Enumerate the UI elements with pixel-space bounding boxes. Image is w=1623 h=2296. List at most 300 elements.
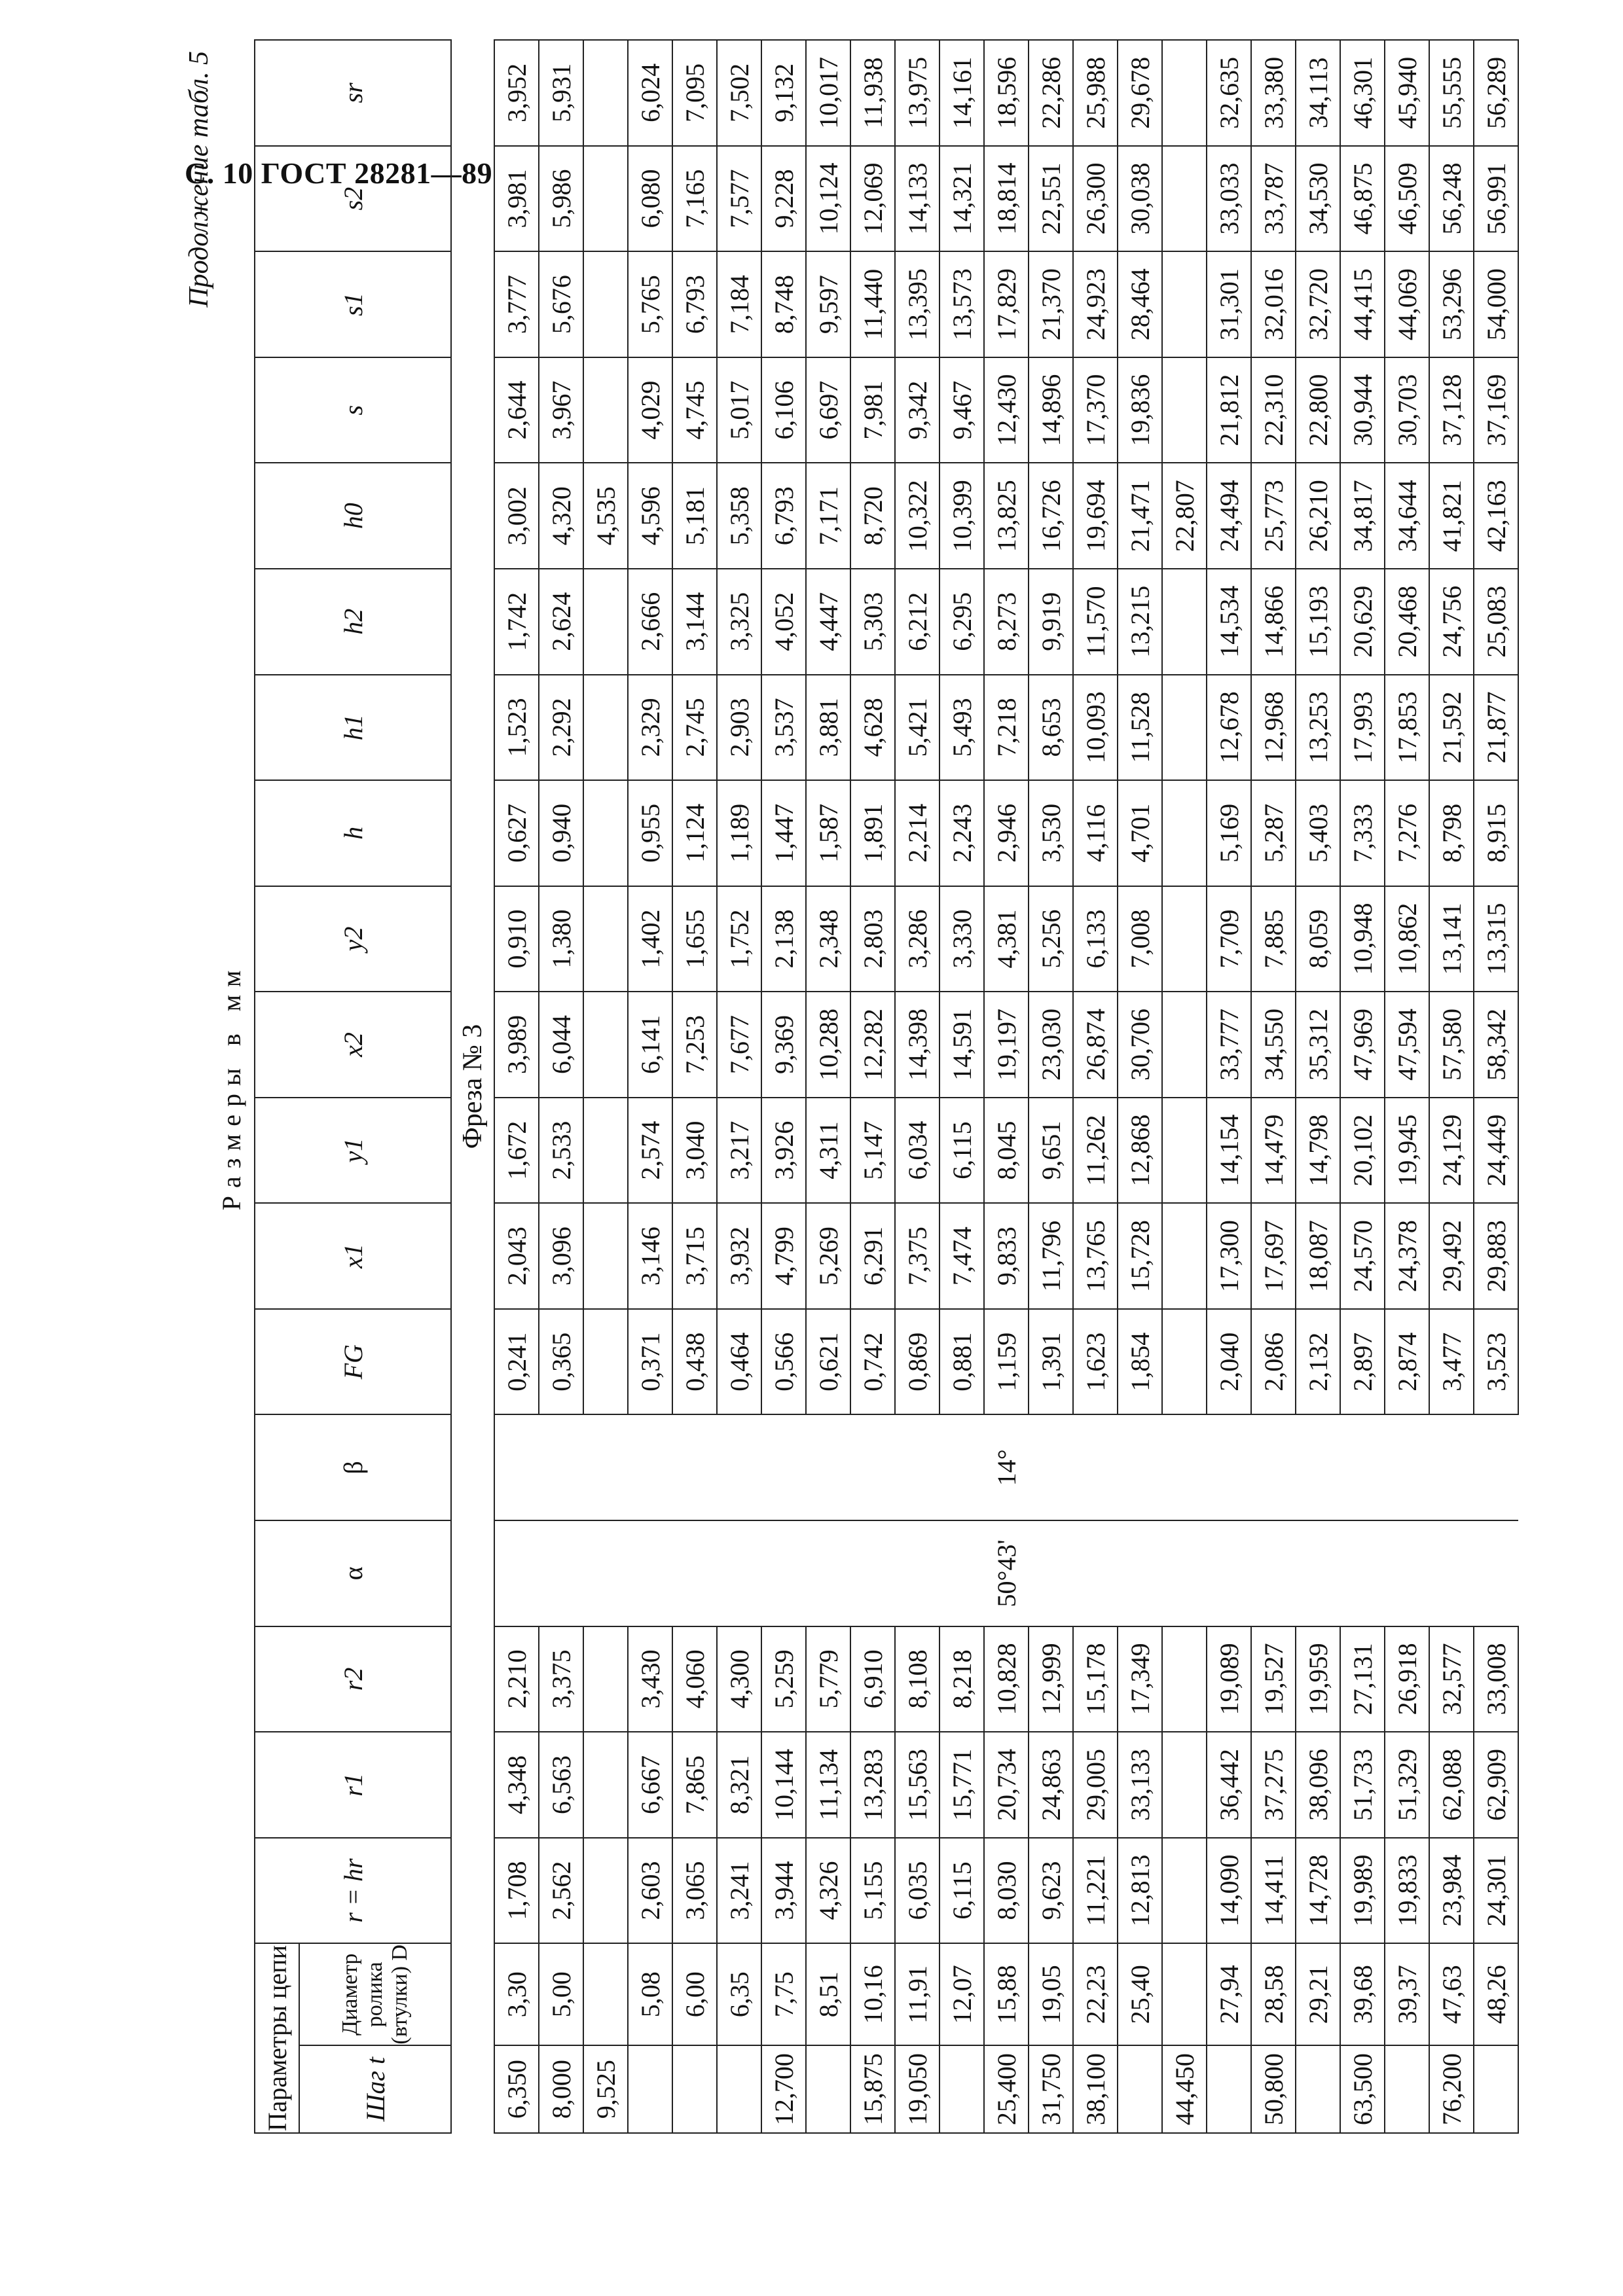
col-r2: r2 — [255, 1626, 451, 1732]
cell: 33,380 — [1251, 40, 1296, 146]
cell: 5,169 — [1207, 780, 1251, 886]
table-row — [539, 40, 583, 2133]
cell: 14,133 — [895, 146, 939, 252]
cell: 4,535 — [583, 463, 628, 569]
cell: 6,080 — [628, 146, 672, 252]
cell: 0,881 — [939, 1309, 984, 1415]
cell: 3,146 — [628, 1203, 672, 1309]
cell: 5,676 — [539, 251, 583, 357]
cell: 37,169 — [1474, 357, 1518, 463]
cell: 44,450 — [1162, 2045, 1207, 2133]
cell: 1,891 — [850, 780, 895, 886]
cell: 4,052 — [761, 569, 806, 675]
col-alpha: α — [255, 1520, 451, 1626]
cell: 2,348 — [806, 886, 850, 992]
cell: 63,500 — [1340, 2045, 1385, 2133]
cell: 11,440 — [850, 251, 895, 357]
cell: 1,189 — [717, 780, 761, 886]
cell: 19,836 — [1118, 357, 1162, 463]
cell: 31,301 — [1207, 251, 1251, 357]
section-title: Фреза № 3 — [451, 40, 494, 2133]
cell: 6,667 — [628, 1732, 672, 1838]
cell: 5,181 — [672, 463, 717, 569]
cell — [583, 357, 628, 463]
cell: 2,745 — [672, 675, 717, 781]
cell: 3,989 — [494, 992, 539, 1098]
cell: 13,253 — [1296, 675, 1340, 781]
cell: 10,399 — [939, 463, 984, 569]
table-row — [895, 40, 939, 2133]
cell: 2,138 — [761, 886, 806, 992]
cell: 48,26 — [1474, 1943, 1518, 2045]
cell: 15,563 — [895, 1732, 939, 1838]
cell: 8,273 — [984, 569, 1029, 675]
cell: 25,400 — [984, 2045, 1029, 2133]
cell: 32,577 — [1429, 1626, 1474, 1732]
cell: 8,748 — [761, 251, 806, 357]
cell: 14,479 — [1251, 1098, 1296, 1204]
cell: 15,728 — [1118, 1203, 1162, 1309]
cell: 17,853 — [1385, 675, 1429, 781]
cell: 5,358 — [717, 463, 761, 569]
cell: 7,218 — [984, 675, 1029, 781]
cell: 46,509 — [1385, 146, 1429, 252]
cell: 7,375 — [895, 1203, 939, 1309]
cell: 8,030 — [984, 1838, 1029, 1944]
cell: 0,940 — [539, 780, 583, 886]
cell: 22,800 — [1296, 357, 1340, 463]
cell: 5,986 — [539, 146, 583, 252]
cell: 3,375 — [539, 1626, 583, 1732]
cell: 24,494 — [1207, 463, 1251, 569]
table-row — [1251, 40, 1296, 2133]
col-beta: β — [255, 1414, 451, 1520]
cell: 38,096 — [1296, 1732, 1340, 1838]
cell: 22,551 — [1029, 146, 1073, 252]
cell: 30,038 — [1118, 146, 1162, 252]
cell: 7,333 — [1340, 780, 1385, 886]
cell — [583, 569, 628, 675]
cell: 18,087 — [1296, 1203, 1340, 1309]
cell: 62,088 — [1429, 1732, 1474, 1838]
cell: 35,312 — [1296, 992, 1340, 1098]
cell: 13,315 — [1474, 886, 1518, 992]
cell — [1162, 992, 1207, 1098]
cell: 8,321 — [717, 1732, 761, 1838]
cell: 1,587 — [806, 780, 850, 886]
col-x1: x1 — [255, 1203, 451, 1309]
cell: 4,116 — [1073, 780, 1118, 886]
cell: 11,134 — [806, 1732, 850, 1838]
cell: 1,523 — [494, 675, 539, 781]
cell: 56,991 — [1474, 146, 1518, 252]
cell — [583, 780, 628, 886]
cell: 19,527 — [1251, 1626, 1296, 1732]
cell: 12,430 — [984, 357, 1029, 463]
cell: 54,000 — [1474, 251, 1518, 357]
cell: 21,471 — [1118, 463, 1162, 569]
cell: 7,253 — [672, 992, 717, 1098]
cell — [1118, 2045, 1162, 2133]
cell: 7,184 — [717, 251, 761, 357]
cell: 21,370 — [1029, 251, 1073, 357]
cell — [583, 1626, 628, 1732]
cell: 14,161 — [939, 40, 984, 146]
cell: 6,350 — [494, 2045, 539, 2133]
cell: 12,968 — [1251, 675, 1296, 781]
cell: 19,050 — [895, 2045, 939, 2133]
cell: 22,807 — [1162, 463, 1207, 569]
cell: 37,275 — [1251, 1732, 1296, 1838]
cell: 6,910 — [850, 1626, 895, 1732]
cell: 3,286 — [895, 886, 939, 992]
cell: 1,159 — [984, 1309, 1029, 1415]
cell: 6,295 — [939, 569, 984, 675]
cell: 2,874 — [1385, 1309, 1429, 1415]
table-row — [1073, 40, 1118, 2133]
table-row — [1429, 40, 1474, 2133]
cell: 15,88 — [984, 1943, 1029, 2045]
col-y1: y1 — [255, 1098, 451, 1204]
cell — [1162, 886, 1207, 992]
cell: 2,040 — [1207, 1309, 1251, 1415]
cell: 9,132 — [761, 40, 806, 146]
cell: 15,193 — [1296, 569, 1340, 675]
cell: 9,919 — [1029, 569, 1073, 675]
cell: 29,883 — [1474, 1203, 1518, 1309]
cell: 17,300 — [1207, 1203, 1251, 1309]
cell: 2,624 — [539, 569, 583, 675]
cell: 27,94 — [1207, 1943, 1251, 2045]
cell — [583, 1203, 628, 1309]
cell: 19,694 — [1073, 463, 1118, 569]
cell: 9,623 — [1029, 1838, 1073, 1944]
cell: 6,793 — [761, 463, 806, 569]
cell — [1162, 1203, 1207, 1309]
cell: 5,287 — [1251, 780, 1296, 886]
cell — [672, 2045, 717, 2133]
cell: 1,124 — [672, 780, 717, 886]
cell: 29,21 — [1296, 1943, 1340, 2045]
cell: 34,817 — [1340, 463, 1385, 569]
cell: 17,829 — [984, 251, 1029, 357]
cell — [1207, 2045, 1251, 2133]
cell: 6,35 — [717, 1943, 761, 2045]
cell: 22,310 — [1251, 357, 1296, 463]
table-row — [717, 40, 761, 2133]
cell: 2,897 — [1340, 1309, 1385, 1415]
cell: 9,467 — [939, 357, 984, 463]
col-s1: s1 — [255, 251, 451, 357]
cell: 20,102 — [1340, 1098, 1385, 1204]
cell: 47,594 — [1385, 992, 1429, 1098]
cell: 24,449 — [1474, 1098, 1518, 1204]
cell: 3,523 — [1474, 1309, 1518, 1415]
cell: 10,093 — [1073, 675, 1118, 781]
cell: 3,967 — [539, 357, 583, 463]
cell: 0,621 — [806, 1309, 850, 1415]
cell: 6,00 — [672, 1943, 717, 2045]
cell: 17,697 — [1251, 1203, 1296, 1309]
cell: 24,756 — [1429, 569, 1474, 675]
cell: 34,530 — [1296, 146, 1340, 252]
cell: 21,592 — [1429, 675, 1474, 781]
cell: 14,411 — [1251, 1838, 1296, 1944]
cell: 47,969 — [1340, 992, 1385, 1098]
cell: 6,035 — [895, 1838, 939, 1944]
cell: 39,68 — [1340, 1943, 1385, 2045]
cell: 33,787 — [1251, 146, 1296, 252]
cell — [1162, 146, 1207, 252]
cell — [583, 1098, 628, 1204]
cell: 10,16 — [850, 1943, 895, 2045]
cell — [1162, 1838, 1207, 1944]
cell: 11,91 — [895, 1943, 939, 2045]
cell — [939, 2045, 984, 2133]
cell: 11,221 — [1073, 1838, 1118, 1944]
col-r1: r1 — [255, 1732, 451, 1838]
rotated-table-area — [183, 39, 1511, 2134]
cell: 3,241 — [717, 1838, 761, 1944]
cell: 13,765 — [1073, 1203, 1118, 1309]
cell: 45,940 — [1385, 40, 1429, 146]
cell: 21,812 — [1207, 357, 1251, 463]
cell: 36,442 — [1207, 1732, 1251, 1838]
table-row — [761, 40, 806, 2133]
cell: 8,798 — [1429, 780, 1474, 886]
cell: 6,024 — [628, 40, 672, 146]
cell: 57,580 — [1429, 992, 1474, 1098]
cell: 4,447 — [806, 569, 850, 675]
cell: 14,154 — [1207, 1098, 1251, 1204]
cell — [1296, 2045, 1340, 2133]
cell — [1474, 2045, 1518, 2133]
cell: 2,603 — [628, 1838, 672, 1944]
cell: 24,378 — [1385, 1203, 1429, 1309]
cell: 11,262 — [1073, 1098, 1118, 1204]
col-x2: x2 — [255, 992, 451, 1098]
cell: 2,243 — [939, 780, 984, 886]
cell: 14,591 — [939, 992, 984, 1098]
cell: 3,065 — [672, 1838, 717, 1944]
cell: 2,329 — [628, 675, 672, 781]
cell — [1385, 2045, 1429, 2133]
cell: 2,946 — [984, 780, 1029, 886]
cell: 56,248 — [1429, 146, 1474, 252]
cell: 8,045 — [984, 1098, 1029, 1204]
cell: 10,948 — [1340, 886, 1385, 992]
cell: 3,926 — [761, 1098, 806, 1204]
cell: 14,728 — [1296, 1838, 1340, 1944]
cell: 4,320 — [539, 463, 583, 569]
cell: 33,033 — [1207, 146, 1251, 252]
cell: 20,468 — [1385, 569, 1429, 675]
cell: 32,635 — [1207, 40, 1251, 146]
cell: 10,124 — [806, 146, 850, 252]
cell: 2,803 — [850, 886, 895, 992]
cell: 0,869 — [895, 1309, 939, 1415]
cell: 13,215 — [1118, 569, 1162, 675]
cell: 44,069 — [1385, 251, 1429, 357]
cell: 7,677 — [717, 992, 761, 1098]
cell: 3,002 — [494, 463, 539, 569]
col-s: s — [255, 357, 451, 463]
cell: 62,909 — [1474, 1732, 1518, 1838]
col-h1: h1 — [255, 675, 451, 781]
cell — [1162, 1626, 1207, 1732]
table-row — [672, 40, 717, 2133]
cell: 46,301 — [1340, 40, 1385, 146]
cell — [1162, 1309, 1207, 1415]
cell: 17,370 — [1073, 357, 1118, 463]
cell: 29,005 — [1073, 1732, 1118, 1838]
chain-params-header: Параметры цепи — [255, 1943, 299, 2133]
cell: 33,008 — [1474, 1626, 1518, 1732]
cell: 22,23 — [1073, 1943, 1118, 2045]
cell: 5,269 — [806, 1203, 850, 1309]
cell: 5,303 — [850, 569, 895, 675]
cell: 4,029 — [628, 357, 672, 463]
cell: 10,017 — [806, 40, 850, 146]
cell: 5,931 — [539, 40, 583, 146]
diameter-header: Диаметр ролика (втулки) D — [299, 1943, 451, 2045]
cell — [1162, 569, 1207, 675]
cell: 4,326 — [806, 1838, 850, 1944]
cell: 7,502 — [717, 40, 761, 146]
cell: 56,289 — [1474, 40, 1518, 146]
cell: 5,017 — [717, 357, 761, 463]
cell: 13,825 — [984, 463, 1029, 569]
cell: 13,975 — [895, 40, 939, 146]
alpha-value: 50°43' — [494, 1520, 1518, 1626]
cell — [1162, 40, 1207, 146]
cell: 1,752 — [717, 886, 761, 992]
cell: 1,655 — [672, 886, 717, 992]
cell — [1162, 1732, 1207, 1838]
cell: 4,060 — [672, 1626, 717, 1732]
cell: 8,915 — [1474, 780, 1518, 886]
cell: 18,596 — [984, 40, 1029, 146]
cell: 9,833 — [984, 1203, 1029, 1309]
cell: 14,798 — [1296, 1098, 1340, 1204]
cell: 5,259 — [761, 1626, 806, 1732]
cell — [583, 1838, 628, 1944]
cell: 46,875 — [1340, 146, 1385, 252]
cell — [628, 2045, 672, 2133]
table-row — [1029, 40, 1073, 2133]
cell: 19,989 — [1340, 1838, 1385, 1944]
cell: 51,733 — [1340, 1732, 1385, 1838]
cell: 33,777 — [1207, 992, 1251, 1098]
cell: 5,256 — [1029, 886, 1073, 992]
cell: 9,369 — [761, 992, 806, 1098]
cell: 12,07 — [939, 1943, 984, 2045]
cell — [583, 251, 628, 357]
cell: 24,923 — [1073, 251, 1118, 357]
cell: 6,115 — [939, 1098, 984, 1204]
cell: 2,043 — [494, 1203, 539, 1309]
cell — [583, 1309, 628, 1415]
cell: 6,133 — [1073, 886, 1118, 992]
cell: 28,464 — [1118, 251, 1162, 357]
cell: 4,596 — [628, 463, 672, 569]
cell: 5,765 — [628, 251, 672, 357]
cell: 1,623 — [1073, 1309, 1118, 1415]
cell: 1,447 — [761, 780, 806, 886]
cell: 9,597 — [806, 251, 850, 357]
cell: 2,132 — [1296, 1309, 1340, 1415]
table-row — [806, 40, 850, 2133]
cell: 4,701 — [1118, 780, 1162, 886]
cell: 7,981 — [850, 357, 895, 463]
col-h2: h2 — [255, 569, 451, 675]
cell: 25,988 — [1073, 40, 1118, 146]
cell: 19,05 — [1029, 1943, 1073, 2045]
cell: 29,678 — [1118, 40, 1162, 146]
cell: 15,771 — [939, 1732, 984, 1838]
cell: 5,421 — [895, 675, 939, 781]
table-row — [1296, 40, 1340, 2133]
cell: 3,430 — [628, 1626, 672, 1732]
cell: 3,144 — [672, 569, 717, 675]
cell: 32,016 — [1251, 251, 1296, 357]
cell: 19,959 — [1296, 1626, 1340, 1732]
cell: 6,697 — [806, 357, 850, 463]
cell: 11,796 — [1029, 1203, 1073, 1309]
table-row — [628, 40, 672, 2133]
cell — [583, 1732, 628, 1838]
cell: 10,288 — [806, 992, 850, 1098]
cell: 13,141 — [1429, 886, 1474, 992]
cell: 17,349 — [1118, 1626, 1162, 1732]
cell: 9,228 — [761, 146, 806, 252]
table-row — [583, 40, 628, 2133]
cell: 8,51 — [806, 1943, 850, 2045]
table-row — [494, 40, 539, 2133]
cell: 14,534 — [1207, 569, 1251, 675]
cell: 7,885 — [1251, 886, 1296, 992]
cell: 37,128 — [1429, 357, 1474, 463]
cell — [1162, 675, 1207, 781]
cell: 76,200 — [1429, 2045, 1474, 2133]
cell: 2,533 — [539, 1098, 583, 1204]
cell: 14,398 — [895, 992, 939, 1098]
cell: 0,742 — [850, 1309, 895, 1415]
cell: 27,131 — [1340, 1626, 1385, 1732]
cell: 26,918 — [1385, 1626, 1429, 1732]
cell: 2,562 — [539, 1838, 583, 1944]
cell: 5,493 — [939, 675, 984, 781]
cell: 12,868 — [1118, 1098, 1162, 1204]
cell: 2,292 — [539, 675, 583, 781]
cell: 25,40 — [1118, 1943, 1162, 2045]
cell: 0,910 — [494, 886, 539, 992]
cell: 12,700 — [761, 2045, 806, 2133]
table-row — [939, 40, 984, 2133]
cell: 11,528 — [1118, 675, 1162, 781]
beta-value: 14° — [494, 1414, 1518, 1520]
cell: 7,171 — [806, 463, 850, 569]
cell: 7,577 — [717, 146, 761, 252]
cell: 58,342 — [1474, 992, 1518, 1098]
cell: 19,089 — [1207, 1626, 1251, 1732]
section-row — [451, 40, 494, 2133]
cell: 9,525 — [583, 2045, 628, 2133]
cell: 0,438 — [672, 1309, 717, 1415]
table-row — [1474, 40, 1518, 2133]
cell: 10,322 — [895, 463, 939, 569]
cell: 14,866 — [1251, 569, 1296, 675]
